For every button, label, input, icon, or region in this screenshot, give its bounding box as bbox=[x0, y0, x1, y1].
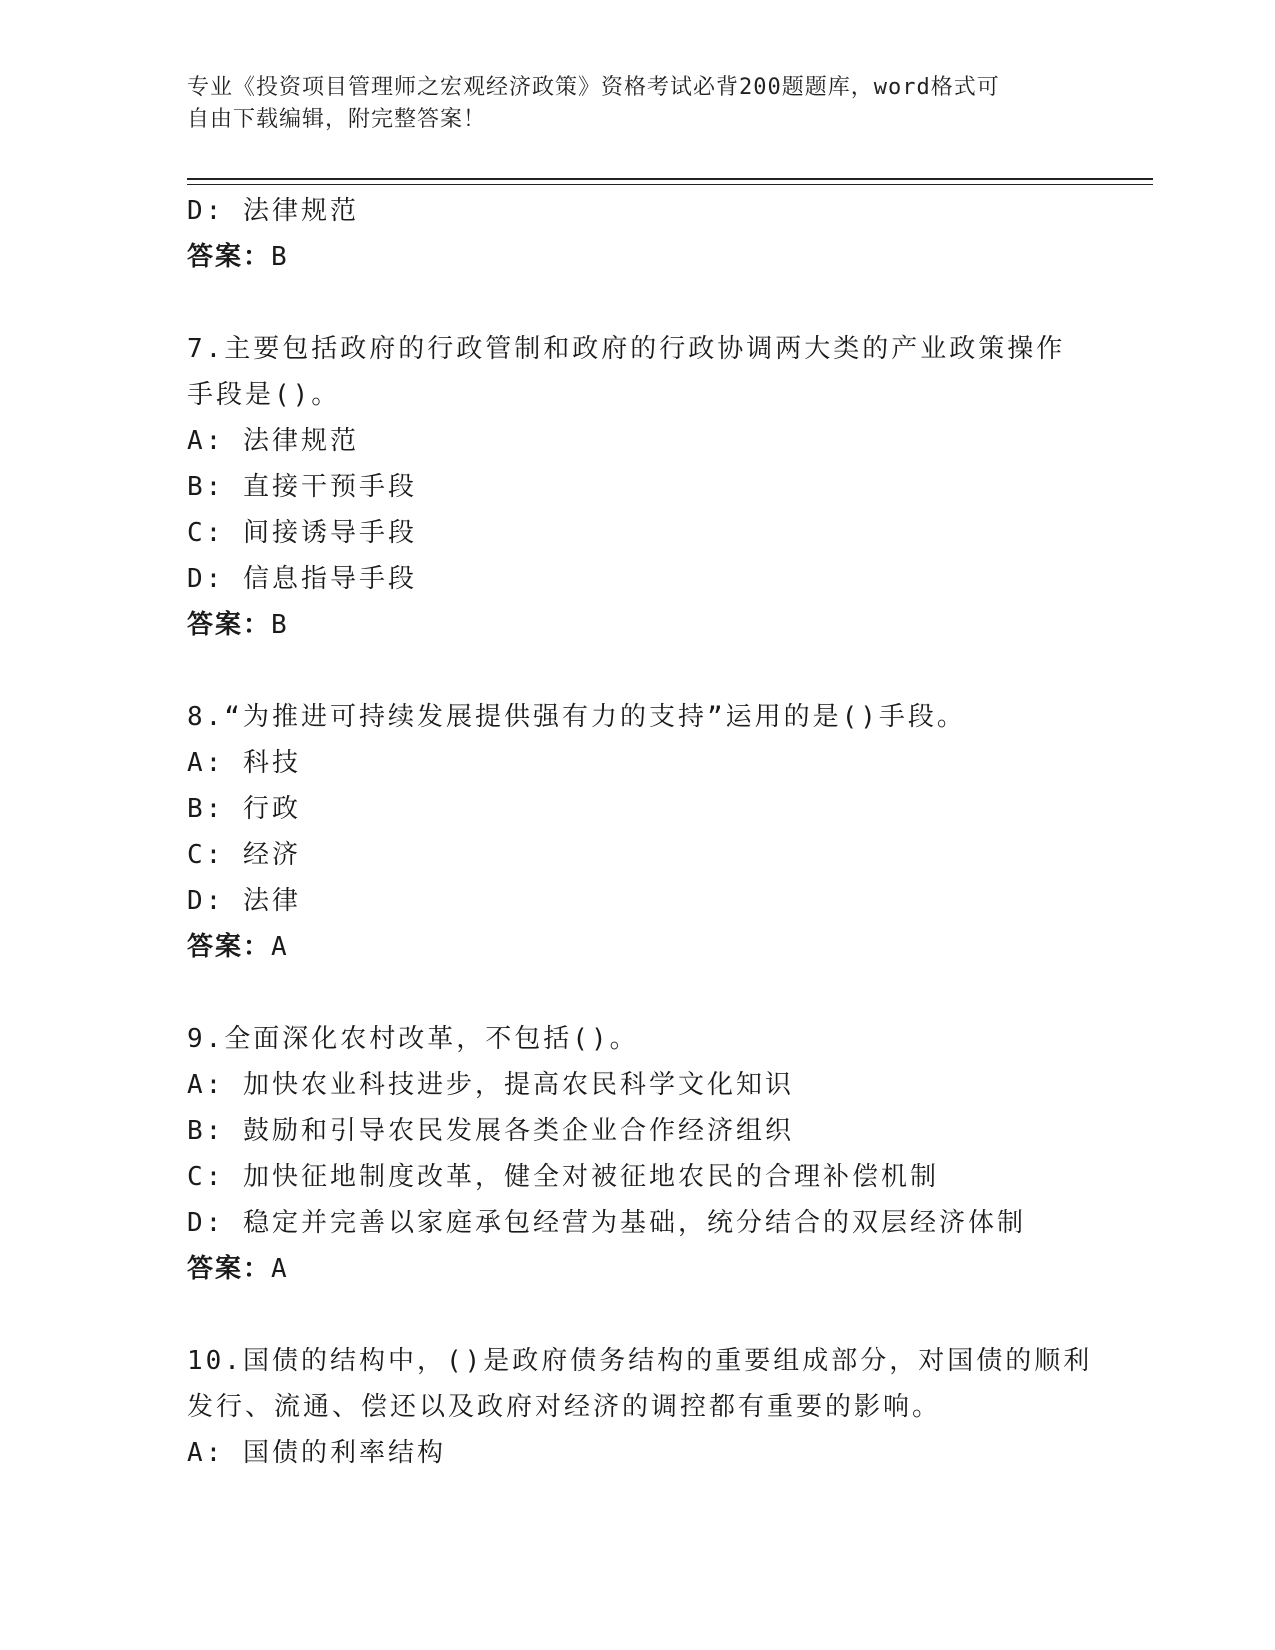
option-a: A: 加快农业科技进步，提高农民科学文化知识 bbox=[187, 1070, 794, 1100]
question-stem-line: 手段是()。 bbox=[187, 380, 341, 410]
question-stem-line: 发行、流通、偿还以及政府对经济的调控都有重要的影响。 bbox=[187, 1392, 942, 1422]
option-b: B: 鼓励和引导农民发展各类企业合作经济组织 bbox=[187, 1116, 794, 1146]
spacer bbox=[187, 648, 1087, 694]
answer-label: 答案： bbox=[187, 610, 272, 640]
answer-value: B bbox=[271, 610, 289, 640]
answer-label: 答案： bbox=[187, 1254, 272, 1284]
spacer bbox=[187, 280, 1087, 326]
prev-answer bbox=[187, 234, 1087, 280]
answer-value: A bbox=[271, 1254, 289, 1284]
option-c: C: 经济 bbox=[187, 840, 301, 870]
spacer bbox=[187, 970, 1087, 1016]
answer bbox=[187, 924, 1087, 970]
option-a: A: 法律规范 bbox=[187, 426, 359, 456]
answer-label: 答案： bbox=[187, 932, 272, 962]
question-9 bbox=[187, 1016, 1087, 1292]
answer-label: 答案： bbox=[187, 242, 272, 272]
question-stem-line: 9.全面深化农村改革，不包括()。 bbox=[187, 1024, 639, 1054]
option-c: C: 间接诱导手段 bbox=[187, 518, 417, 548]
header-line-1: 专业《投资项目管理师之宏观经济政策》资格考试必背200题题库，word格式可 bbox=[187, 75, 1000, 100]
option-a: A: 科技 bbox=[187, 748, 301, 778]
option-d: D: 法律 bbox=[187, 886, 301, 916]
answer bbox=[187, 1246, 1087, 1292]
option-b: B: 行政 bbox=[187, 794, 301, 824]
answer-value: A bbox=[271, 932, 289, 962]
page-header bbox=[187, 72, 1067, 136]
question-stem-line: 8.“为推进可持续发展提供强有力的支持”运用的是()手段。 bbox=[187, 702, 966, 732]
answer bbox=[187, 602, 1087, 648]
document-body bbox=[187, 188, 1093, 1476]
question-10 bbox=[187, 1338, 1093, 1476]
answer-value: B bbox=[271, 242, 289, 272]
header-line-2: 自由下载编辑，附完整答案！ bbox=[187, 107, 487, 132]
option-c: C: 加快征地制度改革，健全对被征地农民的合理补偿机制 bbox=[187, 1162, 939, 1192]
question-stem-line: 7.主要包括政府的行政管制和政府的行政协调两大类的产业政策操作 bbox=[187, 334, 1066, 364]
option-b: B: 直接干预手段 bbox=[187, 472, 417, 502]
question-stem-line: 10.国债的结构中，()是政府债务结构的重要组成部分，对国债的顺利 bbox=[187, 1346, 1093, 1376]
question-8 bbox=[187, 694, 1087, 970]
option-d: D: 信息指导手段 bbox=[187, 564, 417, 594]
header-rule-thick bbox=[187, 178, 1153, 180]
header-rule-thin bbox=[187, 184, 1153, 185]
option-a: A: 国债的利率结构 bbox=[187, 1438, 446, 1468]
prev-option-d: D: 法律规范 bbox=[187, 196, 359, 226]
option-d: D: 稳定并完善以家庭承包经营为基础，统分结合的双层经济体制 bbox=[187, 1208, 1026, 1238]
spacer bbox=[187, 1292, 1087, 1338]
question-7 bbox=[187, 326, 1087, 648]
